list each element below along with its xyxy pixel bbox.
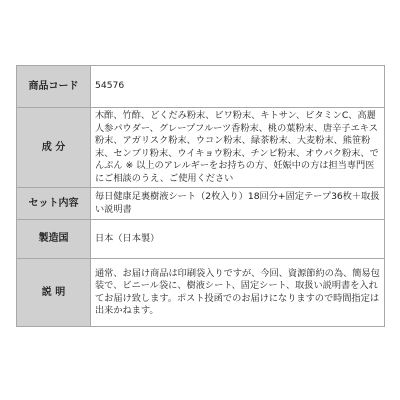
- spec-row-origin: [17, 220, 385, 259]
- spec-row-product-code: [17, 66, 385, 108]
- ingredients-value: 木酢、竹酢、どくだみ粉末、ビワ粉末、キトサン、ビタミンC、高麗人参パウダー、グレープフルーツ香粉末、桃の葉粉末、唐辛子エキス粉末、アガリスク粉末、ウコン粉末、緑茶粉末、大麦粉末、熊笹粉末、センブリ粉末、ウイキョウ粉末、チンピ粉末、オウバク粉末、でんぷん ※ 以上のアレルギーをお持ちの方、妊娠中の方は担当専門医にご相談のうえ、ご使用ください: [91, 108, 385, 188]
- spec-row-description: [17, 259, 385, 327]
- product-code-value: 54576: [91, 66, 385, 108]
- product-spec-table: [16, 65, 385, 327]
- origin-value: 日本（日本製）: [91, 220, 385, 259]
- origin-label: 製造国: [17, 220, 91, 259]
- set-contents-label: セット内容: [17, 188, 91, 220]
- ingredients-label: 成 分: [17, 108, 91, 188]
- spec-row-set-contents: [17, 188, 385, 220]
- product-code-label: 商品コード: [17, 66, 91, 108]
- description-label: 説 明: [17, 259, 91, 327]
- description-value: 通常、お届け商品は印刷袋入りですが、今回、資源節約の為、簡易包装で、ビニール袋に、樹液シート、固定シート、取扱い説明書を入れてお届け致します。ポスト投函でのお届けになりますので時間指定は出来かねます。: [91, 259, 385, 327]
- set-contents-value: 毎日健康足裏樹液シート（2枚入り）18回分+固定テープ36枚＋取扱い説明書: [91, 188, 385, 220]
- spec-row-ingredients: [17, 108, 385, 188]
